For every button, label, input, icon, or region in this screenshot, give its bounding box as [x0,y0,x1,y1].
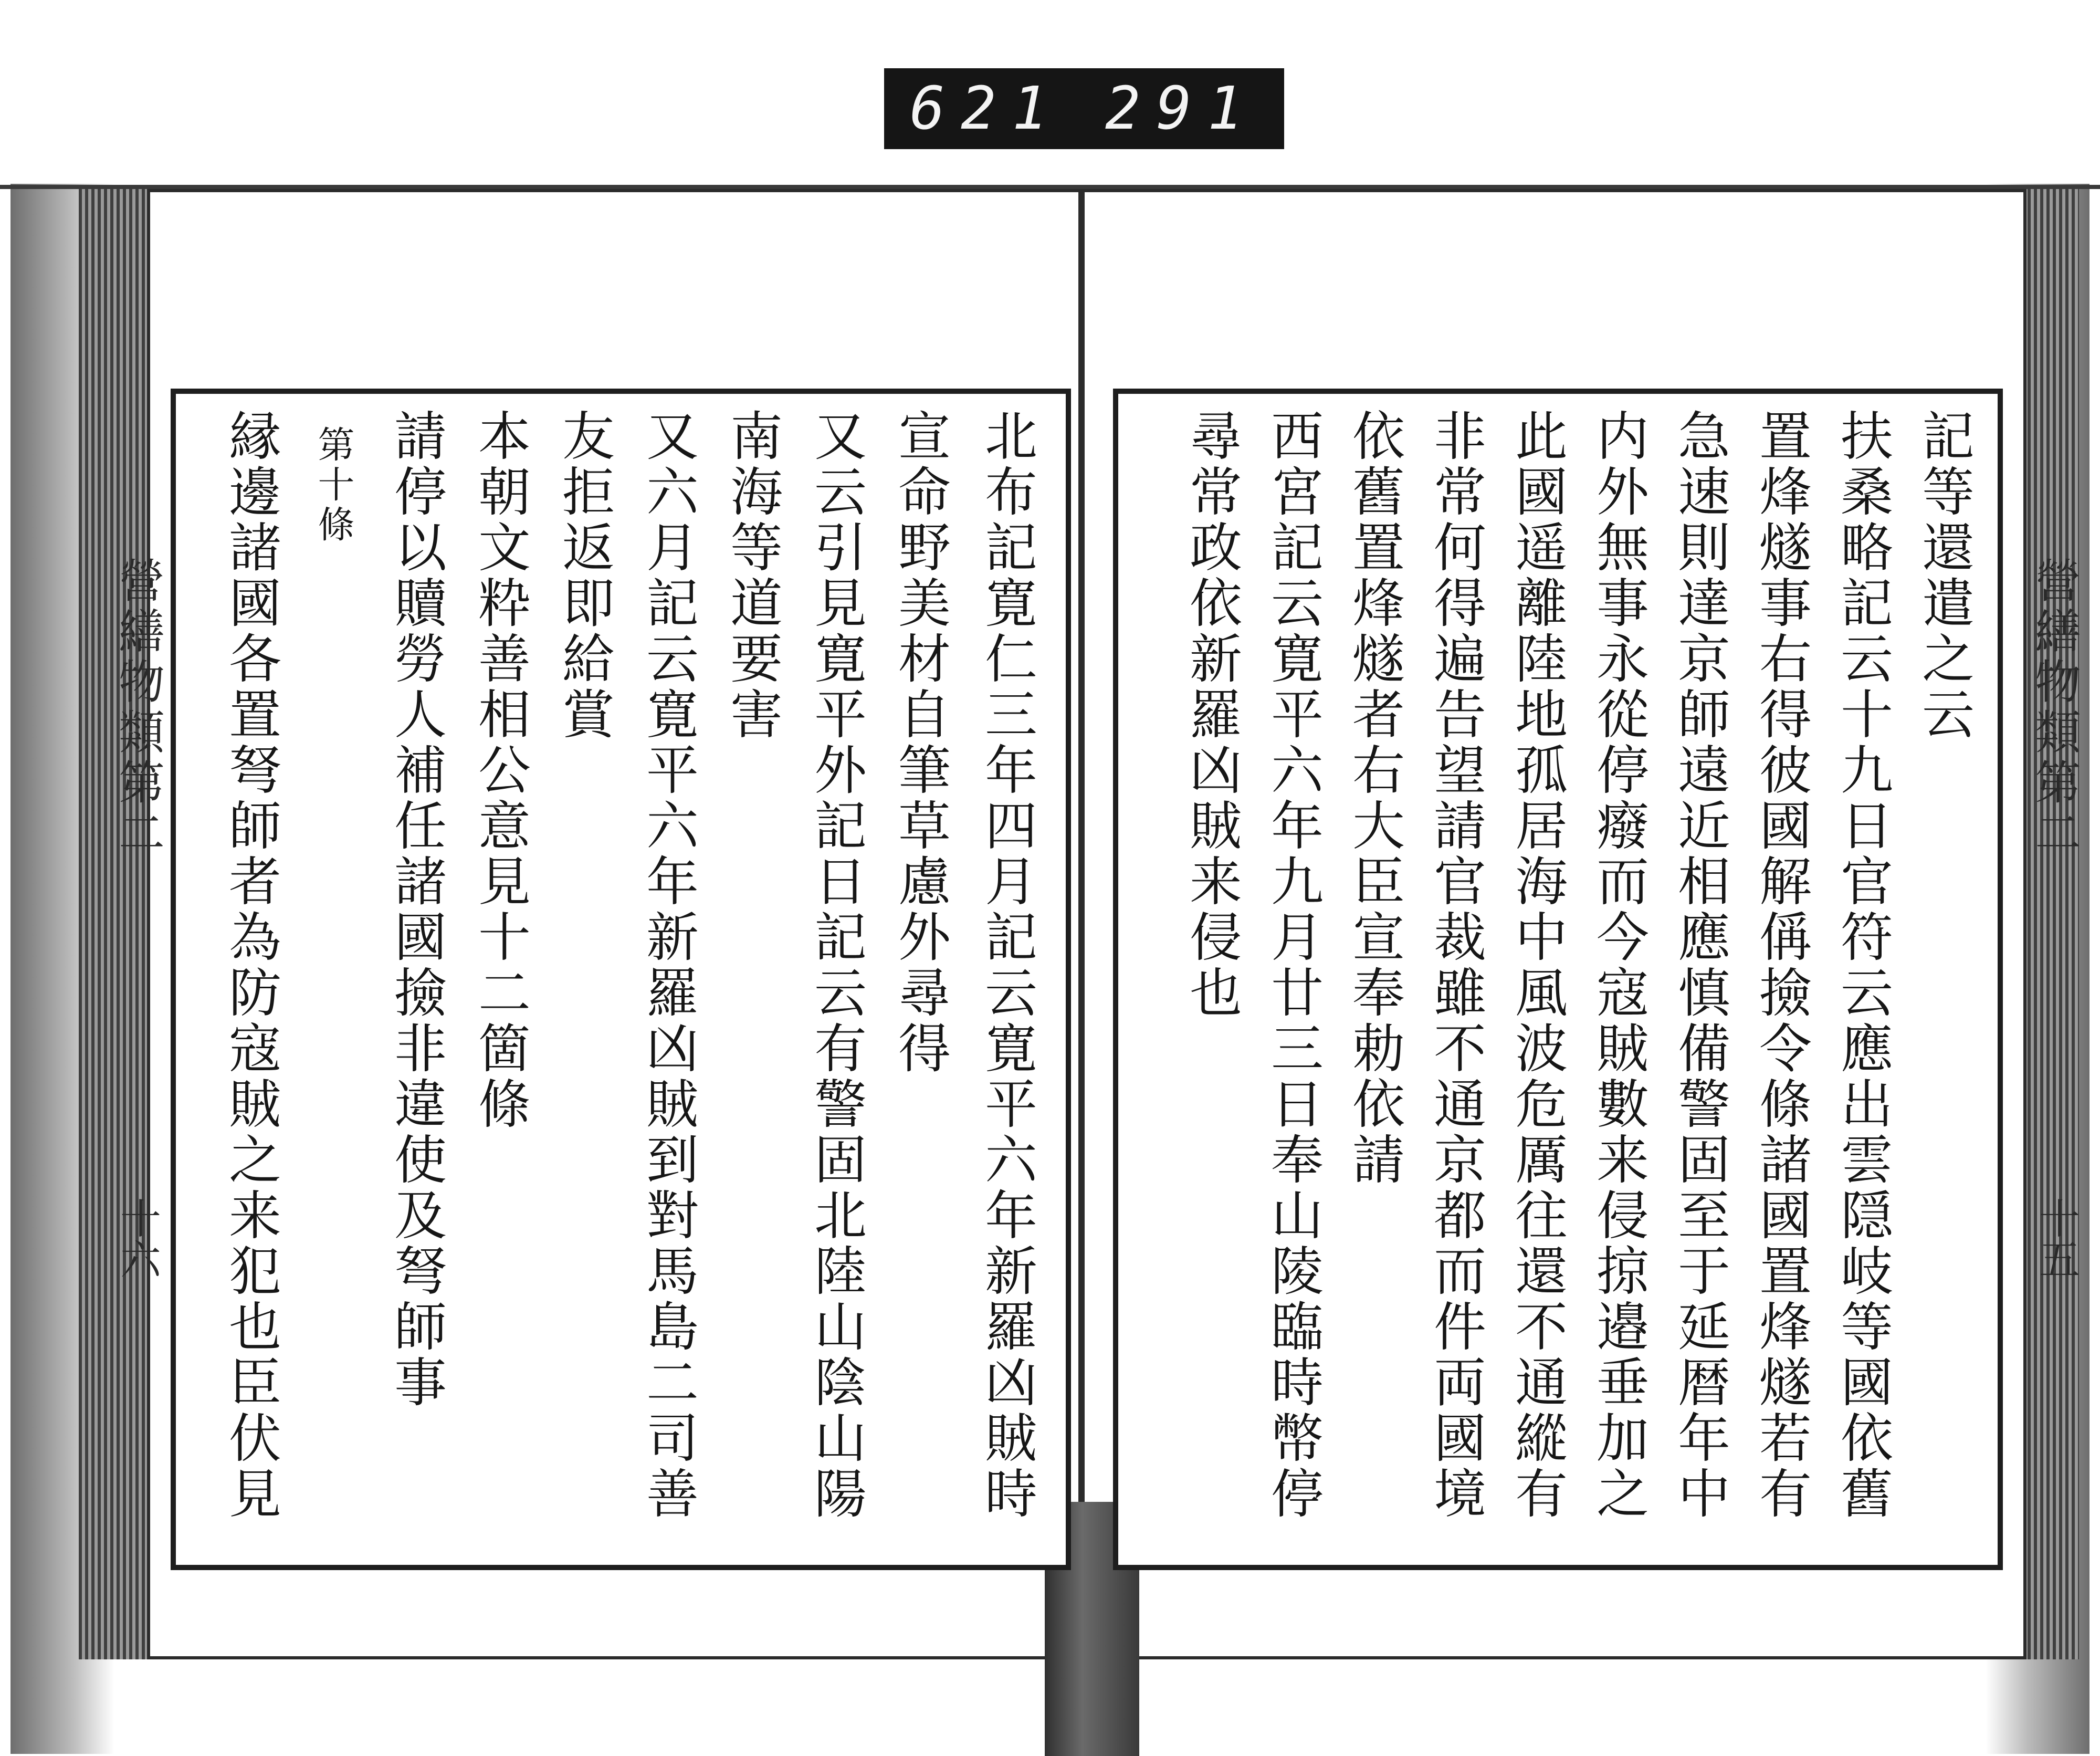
text-column: 友拒返即給賞 [553,409,615,743]
right-folio: 十五 [2032,1197,2080,1279]
text-column: 依舊置烽燧者右大臣宣奉勅依請 [1343,409,1405,1188]
text-column: 西宮記云寛平六年九月廿三日奉山陵臨時幣停 [1262,409,1324,1522]
catalog-number-left: 621 [909,75,1063,143]
text-column: 内外無事永從停癈而今寇賊數来侵掠邉垂加之 [1588,409,1649,1522]
right-text-frame [1113,389,2003,1570]
text-column: 南海等道要害 [721,409,783,743]
left-page-edges [79,189,152,1659]
text-column: 記等還遣之云 [1913,409,1975,743]
right-margin-title: 營繕物類第二 [2028,557,2082,859]
left-margin-title: 營繕物類第二 [111,557,165,859]
text-column: 此國遥離陸地孤居海中風波危厲往還不通縱有 [1506,409,1568,1522]
text-column: 北布記寛仁三年四月記云寛平六年新羅凶賊時 [976,409,1037,1522]
text-column: 非常何得遍告望請官裁雖不通京都而件両國境 [1425,409,1486,1522]
text-column: 又六月記云寛平六年新羅凶賊到對馬島二司善 [637,409,699,1522]
text-column: 第十條 [312,425,355,545]
text-column: 本朝文粋善相公意見十二箇條 [469,409,531,1132]
text-column: 縁邊諸國各置弩師者為防寇賊之来犯也臣伏見 [220,409,281,1522]
right-page-edges [2021,189,2079,1659]
text-column: 尋常政依新羅凶賊来侵也 [1181,409,1242,1021]
left-text-frame [171,389,1071,1570]
text-column: 扶桑略記云十九日官符云應出雲隠岐等國依舊 [1832,409,1893,1522]
left-folio: 十六 [113,1197,161,1279]
catalog-number-right: 291 [1105,75,1259,143]
text-column: 宣命野美材自筆草慮外尋得 [889,409,951,1076]
text-column: 請停以贖勞人補任諸國撿非違使及弩師事 [385,409,447,1410]
text-column: 置烽燧事右得彼國解偁撿令條諸國置烽燧若有 [1750,409,1812,1522]
text-column: 急速則達京師遠近相應慎備警固至于延暦年中 [1669,409,1730,1522]
text-column: 又云引見寛平外記日記云有警固北陸山陰山陽 [805,409,867,1522]
catalog-label [884,68,1284,149]
top-rule [0,185,2100,189]
